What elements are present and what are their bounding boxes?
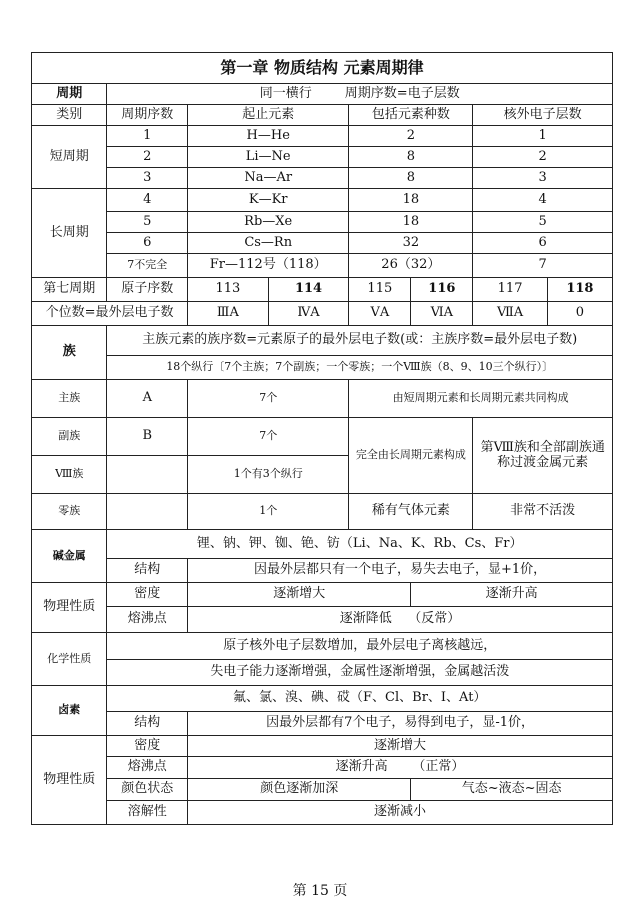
electron-layers: 2: [473, 147, 613, 168]
halogen-mp-label: 熔沸点: [107, 757, 188, 779]
header-element-range: 起止元素: [188, 105, 349, 126]
group-viii-symbol: [107, 456, 188, 494]
element-count: 8: [349, 147, 473, 168]
period-label: 周期: [32, 84, 107, 105]
group-viii-label: Ⅷ族: [32, 456, 107, 494]
group-symbol: ⅢA: [188, 302, 269, 326]
atomic-number: 116: [411, 278, 473, 302]
family-desc: 主族元素的族序数=元素原子的最外层电子数(或：主族序数=最外层电子数): [107, 326, 613, 356]
alkali-label: 碱金属: [32, 530, 107, 583]
element-range: Cs—Rn: [188, 233, 349, 254]
element-range: Fr—112号（118）: [188, 254, 349, 278]
halogen-state: 气态~液态~固态: [411, 779, 613, 801]
group-symbol: ⅥA: [411, 302, 473, 326]
alkali-chem-1: 原子核外电子层数增加，最外层电子离核越远，: [107, 633, 613, 660]
group-symbol: 0: [547, 302, 612, 326]
atomic-number-label: 原子序数: [107, 278, 188, 302]
group-symbol: ⅣA: [268, 302, 349, 326]
main-group-symbol: A: [107, 380, 188, 418]
element-range: Na—Ar: [188, 168, 349, 189]
header-period-number: 周期序数: [107, 105, 188, 126]
units-digit-label: 个位数=最外层电子数: [32, 302, 188, 326]
element-count: 32: [349, 233, 473, 254]
period-number: 5: [107, 212, 188, 233]
alkali-structure: 因最外层都只有一个电子，易失去电子，显+1价，: [188, 559, 613, 583]
halogen-phys-label: 物理性质: [32, 736, 107, 825]
transition-metals-note: 第Ⅷ族和全部副族通称过渡金属元素: [473, 418, 613, 494]
chapter-title: 第一章 物质结构 元素周期律: [32, 53, 613, 84]
sub-group-symbol: B: [107, 418, 188, 456]
family-columns-desc: 18个纵行〔7个主族；7个副族；一个零族；一个Ⅷ族（8、9、10三个纵行）〕: [107, 356, 613, 380]
halogen-color-label: 颜色状态: [107, 779, 188, 801]
periodic-law-table: [31, 52, 613, 825]
halogen-solubility: 逐渐减小: [188, 801, 613, 825]
group-symbol: ⅤA: [349, 302, 411, 326]
halogen-elements: 氟、氯、溴、碘、砹（F、Cl、Br、I、At）: [107, 686, 613, 712]
element-count: 8: [349, 168, 473, 189]
element-range: K—Kr: [188, 189, 349, 212]
alkali-phys-label: 物理性质: [32, 583, 107, 633]
halogen-density: 逐渐增大: [188, 736, 613, 757]
group-symbol: ⅦA: [473, 302, 547, 326]
atomic-number: 115: [349, 278, 411, 302]
sub-group-note: 完全由长周期元素构成: [349, 418, 473, 494]
long-period-label: 长周期: [32, 189, 107, 278]
seventh-period-label: 第七周期: [32, 278, 107, 302]
main-group-label: 主族: [32, 380, 107, 418]
zero-group-note-2: 非常不活泼: [473, 494, 613, 530]
halogen-density-label: 密度: [107, 736, 188, 757]
element-count: 26（32）: [349, 254, 473, 278]
header-element-count: 包括元素种数: [349, 105, 473, 126]
short-period-label: 短周期: [32, 126, 107, 189]
halogen-label: 卤素: [32, 686, 107, 736]
halogen-structure: 因最外层都有7个电子，易得到电子，显-1价，: [188, 712, 613, 736]
halogen-solubility-label: 溶解性: [107, 801, 188, 825]
zero-group-note: 稀有气体元素: [349, 494, 473, 530]
alkali-chem-label: 化学性质: [32, 633, 107, 686]
group-viii-count: 1个有3个纵行: [188, 456, 349, 494]
alkali-density-b: 逐渐升高: [411, 583, 613, 607]
alkali-elements: 锂、钠、钾、铷、铯、钫（Li、Na、K、Rb、Cs、Fr）: [107, 530, 613, 559]
period-number: 6: [107, 233, 188, 254]
zero-group-symbol: [107, 494, 188, 530]
period-number: 2: [107, 147, 188, 168]
alkali-mp-label: 熔沸点: [107, 607, 188, 633]
atomic-number: 114: [268, 278, 349, 302]
period-number: 7不完全: [107, 254, 188, 278]
element-count: 18: [349, 189, 473, 212]
alkali-density-label: 密度: [107, 583, 188, 607]
alkali-mp: 逐渐降低 （反常）: [188, 607, 613, 633]
atomic-number: 118: [547, 278, 612, 302]
electron-layers: 6: [473, 233, 613, 254]
period-number: 4: [107, 189, 188, 212]
electron-layers: 5: [473, 212, 613, 233]
header-electron-layers: 核外电子层数: [473, 105, 613, 126]
element-count: 18: [349, 212, 473, 233]
zero-group-label: 零族: [32, 494, 107, 530]
alkali-density-a: 逐渐增大: [188, 583, 411, 607]
sub-group-label: 副族: [32, 418, 107, 456]
electron-layers: 7: [473, 254, 613, 278]
main-group-note: 由短周期元素和长周期元素共同构成: [349, 380, 613, 418]
family-label: 族: [32, 326, 107, 380]
period-number: 1: [107, 126, 188, 147]
element-range: Li—Ne: [188, 147, 349, 168]
period-desc: 同一横行 周期序数=电子层数: [107, 84, 613, 105]
period-number: 3: [107, 168, 188, 189]
sub-group-count: 7个: [188, 418, 349, 456]
halogen-color: 颜色逐渐加深: [188, 779, 411, 801]
electron-layers: 4: [473, 189, 613, 212]
element-count: 2: [349, 126, 473, 147]
atomic-number: 113: [188, 278, 269, 302]
alkali-structure-label: 结构: [107, 559, 188, 583]
atomic-number: 117: [473, 278, 547, 302]
halogen-mp: 逐渐升高 （正常）: [188, 757, 613, 779]
element-range: H—He: [188, 126, 349, 147]
header-category: 类别: [32, 105, 107, 126]
electron-layers: 1: [473, 126, 613, 147]
electron-layers: 3: [473, 168, 613, 189]
zero-group-count: 1个: [188, 494, 349, 530]
alkali-chem-2: 失电子能力逐渐增强，金属性逐渐增强，金属越活泼: [107, 660, 613, 686]
element-range: Rb—Xe: [188, 212, 349, 233]
main-group-count: 7个: [188, 380, 349, 418]
halogen-structure-label: 结构: [107, 712, 188, 736]
page-number: 第 15 页: [292, 883, 348, 899]
